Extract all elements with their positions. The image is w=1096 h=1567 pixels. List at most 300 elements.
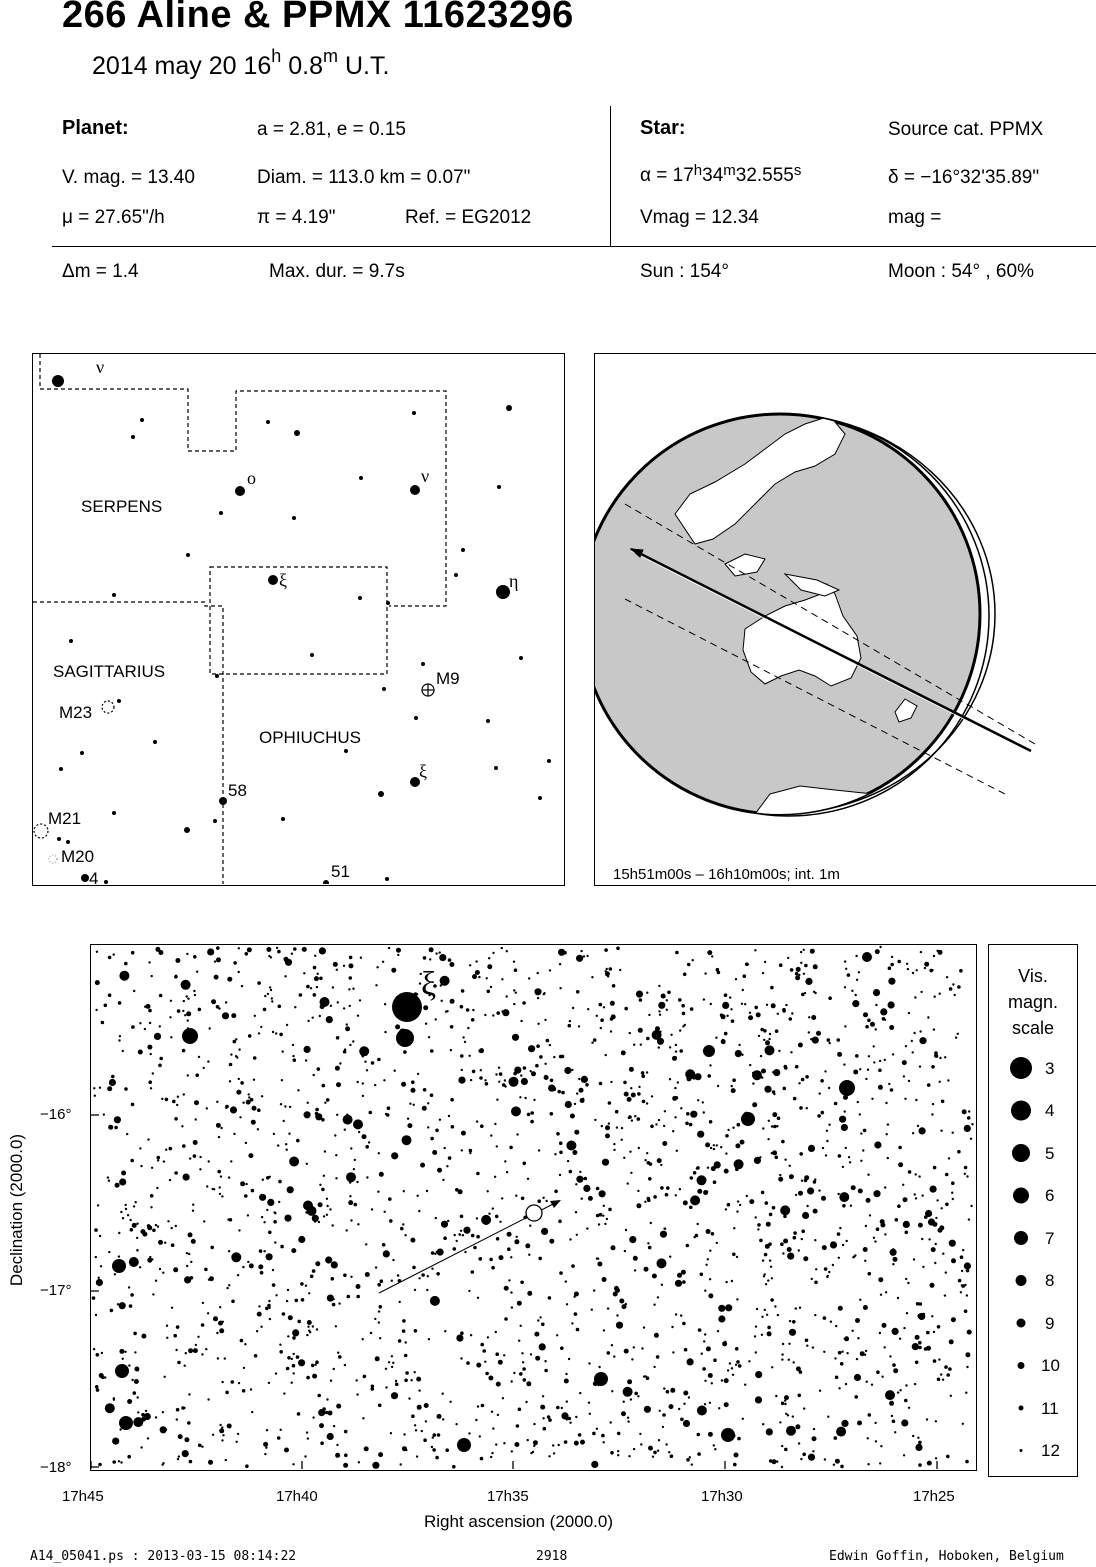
field-star xyxy=(585,1083,589,1087)
finder-star xyxy=(219,797,227,805)
field-star xyxy=(643,1375,645,1377)
field-star xyxy=(233,961,237,965)
field-star xyxy=(427,1126,429,1128)
field-star xyxy=(228,1176,230,1178)
field-star xyxy=(378,1310,380,1312)
finder-star xyxy=(59,767,63,771)
field-star xyxy=(903,1327,905,1329)
field-star xyxy=(426,1289,428,1291)
field-star xyxy=(838,1387,840,1389)
field-star xyxy=(795,1307,797,1309)
field-star xyxy=(464,1251,466,1253)
field-star xyxy=(741,1003,743,1005)
field-star xyxy=(525,1401,527,1403)
field-star xyxy=(284,1105,286,1107)
field-star xyxy=(130,1228,134,1232)
bright-star xyxy=(594,1372,608,1386)
field-star xyxy=(571,1069,573,1071)
field-star xyxy=(944,1365,948,1369)
field-star xyxy=(522,1361,524,1363)
field-star xyxy=(964,1309,968,1313)
field-star xyxy=(962,1109,967,1114)
field-star xyxy=(182,1144,186,1148)
field-star xyxy=(867,1463,869,1465)
field-star xyxy=(917,1437,919,1439)
field-star xyxy=(184,1437,189,1442)
field-star xyxy=(266,1253,273,1260)
field-star xyxy=(662,1141,667,1146)
field-star xyxy=(306,1163,308,1165)
field-star xyxy=(272,1031,274,1033)
field-star xyxy=(544,1360,546,1362)
field-star xyxy=(789,1165,791,1167)
field-star xyxy=(108,1251,110,1253)
field-star xyxy=(344,1453,348,1457)
finder-star xyxy=(266,420,270,424)
field-star xyxy=(711,1166,716,1171)
field-star xyxy=(772,1206,776,1210)
scale-dot xyxy=(1010,1057,1032,1079)
field-star xyxy=(875,1004,877,1006)
field-star xyxy=(345,1026,350,1031)
field-star xyxy=(625,1229,627,1231)
field-star xyxy=(837,1038,841,1042)
field-star xyxy=(187,1421,191,1425)
finder-star xyxy=(294,430,300,436)
field-star xyxy=(707,1167,709,1169)
field-star xyxy=(466,1008,470,1012)
field-star xyxy=(771,1277,773,1279)
field-star xyxy=(735,1143,740,1148)
field-star xyxy=(911,1040,913,1042)
field-star xyxy=(461,1069,463,1071)
field-star xyxy=(286,1149,288,1151)
axis-ticks xyxy=(91,1115,937,1469)
field-star xyxy=(905,1231,909,1235)
field-star xyxy=(138,1050,143,1055)
field-star xyxy=(756,1012,761,1017)
field-star xyxy=(704,1333,706,1335)
field-star xyxy=(306,1376,310,1380)
field-star xyxy=(926,1346,931,1351)
field-star xyxy=(835,1325,837,1327)
finder-star xyxy=(66,840,70,844)
field-star xyxy=(795,1194,797,1196)
field-star xyxy=(227,977,232,982)
field-star xyxy=(710,1147,712,1149)
field-star xyxy=(450,1049,452,1051)
field-star xyxy=(349,956,353,960)
asteroid-track xyxy=(379,1200,561,1293)
field-star xyxy=(286,1300,288,1302)
field-star xyxy=(281,1079,283,1081)
field-star xyxy=(897,1391,899,1393)
field-star xyxy=(679,1029,681,1031)
field-star xyxy=(713,1144,715,1146)
field-star xyxy=(157,1159,159,1161)
field-star xyxy=(736,1360,740,1364)
finder-star xyxy=(310,653,314,657)
field-star xyxy=(610,1017,614,1021)
field-star xyxy=(800,962,802,964)
field-star xyxy=(352,1173,354,1175)
footer-author: Edwin Goffin, Hoboken, Belgium xyxy=(829,1549,1064,1564)
field-star xyxy=(670,1454,674,1458)
field-star xyxy=(927,1461,932,1466)
field-star xyxy=(610,1030,612,1032)
field-star xyxy=(472,1009,474,1011)
field-star xyxy=(692,959,694,961)
field-star xyxy=(557,1090,561,1094)
field-star xyxy=(510,1256,512,1258)
field-star xyxy=(847,973,851,977)
field-star xyxy=(480,1457,484,1461)
field-star xyxy=(94,1228,98,1232)
field-star xyxy=(599,1190,606,1197)
field-star xyxy=(378,1152,380,1154)
field-star xyxy=(318,1202,323,1207)
field-star xyxy=(916,969,918,971)
field-star xyxy=(716,1242,718,1244)
field-star xyxy=(865,1350,867,1352)
field-star xyxy=(93,1348,95,1350)
planet-reference: Ref. = EG2012 xyxy=(405,207,532,228)
field-star xyxy=(827,1416,829,1418)
field-star xyxy=(257,1128,259,1130)
field-star xyxy=(225,1107,227,1109)
field-star xyxy=(537,997,539,999)
field-star xyxy=(348,1200,353,1205)
field-star xyxy=(113,1397,115,1399)
field-star xyxy=(472,974,477,979)
field-star xyxy=(98,1277,100,1279)
field-star xyxy=(436,1251,438,1253)
field-star xyxy=(704,1403,706,1405)
field-star xyxy=(660,1186,664,1190)
field-star xyxy=(583,1185,590,1192)
field-star xyxy=(277,1144,279,1146)
field-star xyxy=(842,1166,844,1168)
field-star xyxy=(279,1344,281,1346)
field-star xyxy=(318,1221,320,1223)
field-star xyxy=(539,1343,546,1350)
field-star xyxy=(242,1389,246,1393)
field-star xyxy=(776,1460,778,1462)
field-star xyxy=(276,947,278,949)
field-star xyxy=(525,1243,530,1248)
field-star xyxy=(305,1059,307,1061)
max-duration: Max. dur. = 9.7s xyxy=(269,261,405,282)
field-star xyxy=(439,951,441,953)
x-tick-17h30: 17h30 xyxy=(701,1488,743,1505)
field-star xyxy=(522,1367,526,1371)
field-star xyxy=(634,1269,636,1271)
field-star xyxy=(515,1195,517,1197)
field-star xyxy=(520,1074,522,1076)
field-star xyxy=(890,963,894,967)
field-star xyxy=(833,1464,835,1466)
star-source-catalog: Source cat. PPMX xyxy=(888,119,1044,140)
field-star xyxy=(247,1261,249,1263)
field-star xyxy=(165,1428,167,1430)
field-star xyxy=(533,1440,538,1445)
field-star xyxy=(303,972,305,974)
field-star xyxy=(814,1281,818,1285)
star-vmag: Vmag = 12.34 xyxy=(640,207,759,228)
field-star xyxy=(705,1264,707,1266)
x-tick-17h40: 17h40 xyxy=(276,1488,318,1505)
field-star xyxy=(661,1284,663,1286)
field-star xyxy=(734,1453,739,1458)
field-star xyxy=(830,1321,832,1323)
field-star xyxy=(641,1347,643,1349)
field-star xyxy=(864,1260,866,1262)
field-star xyxy=(398,1339,402,1343)
finder-star xyxy=(52,375,64,387)
field-star xyxy=(827,1038,831,1042)
field-star xyxy=(293,1058,297,1062)
field-star xyxy=(529,1225,531,1227)
field-star xyxy=(874,1240,876,1242)
field-star xyxy=(863,1012,868,1017)
field-star xyxy=(410,1379,412,1381)
field-star xyxy=(479,1076,483,1080)
field-star xyxy=(878,1085,883,1090)
field-star xyxy=(878,1069,882,1073)
field-star xyxy=(942,1379,944,1381)
field-star xyxy=(173,1267,178,1272)
field-star xyxy=(935,1420,937,1422)
field-star xyxy=(541,1228,548,1235)
field-star xyxy=(194,994,196,996)
field-star xyxy=(491,1452,493,1454)
field-star xyxy=(654,1333,659,1338)
magnitude-scale xyxy=(988,944,1078,1477)
field-star xyxy=(841,1351,843,1353)
field-star xyxy=(166,1337,168,1339)
label-nu1: ν xyxy=(96,357,105,377)
info-rule xyxy=(52,246,1096,247)
field-star xyxy=(937,1378,941,1382)
field-star xyxy=(811,1015,816,1020)
field-star xyxy=(315,1360,319,1364)
field-star xyxy=(129,1257,139,1267)
field-star xyxy=(175,1225,177,1227)
field-star xyxy=(148,961,150,963)
field-star xyxy=(169,1179,171,1181)
field-star xyxy=(514,1067,521,1074)
field-star xyxy=(333,1368,335,1370)
field-star xyxy=(225,1001,227,1003)
finder-star xyxy=(80,751,84,755)
label-m21: M21 xyxy=(48,809,82,828)
field-star xyxy=(789,1174,794,1179)
field-star xyxy=(513,1003,515,1005)
field-star xyxy=(752,1082,754,1084)
field-star xyxy=(523,1066,527,1070)
field-star xyxy=(238,1382,240,1384)
field-star xyxy=(177,1458,179,1460)
field-star xyxy=(779,1421,781,1423)
field-star xyxy=(667,991,671,995)
field-star xyxy=(400,1463,402,1465)
field-star xyxy=(509,1077,519,1087)
field-star xyxy=(568,1024,572,1028)
field-star xyxy=(187,1074,189,1076)
field-star xyxy=(291,1248,296,1253)
field-star xyxy=(169,1147,173,1151)
field-star xyxy=(297,1320,301,1324)
field-star xyxy=(356,1295,360,1299)
field-star xyxy=(808,1031,810,1033)
field-star xyxy=(275,1372,277,1374)
field-star xyxy=(601,1434,605,1438)
field-star xyxy=(176,1104,178,1106)
field-star xyxy=(230,1053,232,1055)
field-star xyxy=(201,1323,205,1327)
field-star xyxy=(397,1274,399,1276)
field-star xyxy=(271,1000,273,1002)
field-star xyxy=(725,1134,729,1138)
field-star xyxy=(966,1175,968,1177)
field-star xyxy=(158,1240,163,1245)
field-star xyxy=(766,1428,773,1435)
field-star xyxy=(528,1254,530,1256)
field-star xyxy=(765,1283,767,1285)
field-star xyxy=(306,1334,308,1336)
field-star xyxy=(222,1321,224,1323)
field-star xyxy=(338,1355,342,1359)
field-star xyxy=(938,1228,943,1233)
field-star xyxy=(690,1195,700,1205)
field-star xyxy=(669,1078,671,1080)
field-star xyxy=(487,1336,489,1338)
field-star xyxy=(127,1399,132,1404)
field-star xyxy=(935,1217,937,1219)
field-star xyxy=(724,993,728,997)
field-star xyxy=(918,1463,922,1467)
field-star xyxy=(368,1141,370,1143)
field-star xyxy=(792,1320,796,1324)
field-star xyxy=(798,1191,803,1196)
field-star xyxy=(717,1085,719,1087)
field-star xyxy=(682,1322,686,1326)
field-star xyxy=(176,1408,180,1412)
finder-star xyxy=(69,639,73,643)
field-star xyxy=(507,1232,512,1237)
field-star xyxy=(501,947,503,949)
label-eta: η xyxy=(509,571,519,591)
field-star xyxy=(571,1322,573,1324)
field-star xyxy=(749,1199,754,1204)
field-star xyxy=(706,1346,711,1351)
field-star xyxy=(100,1265,102,1267)
field-star xyxy=(641,1071,645,1075)
field-star xyxy=(912,1051,914,1053)
field-star xyxy=(363,1375,367,1379)
field-star xyxy=(151,1167,153,1169)
field-star xyxy=(133,1391,137,1395)
field-star xyxy=(460,1054,464,1058)
field-star xyxy=(188,1253,190,1255)
field-star xyxy=(397,954,399,956)
field-star xyxy=(422,1106,427,1111)
field-star xyxy=(599,1082,603,1086)
field-star xyxy=(631,1358,633,1360)
field-star xyxy=(516,1133,518,1135)
field-star xyxy=(364,1446,369,1451)
field-star xyxy=(565,1373,567,1375)
field-star xyxy=(336,1114,338,1116)
field-star xyxy=(680,1107,682,1109)
field-star xyxy=(879,1060,881,1062)
field-star xyxy=(233,1133,235,1135)
finder-star xyxy=(382,687,386,691)
field-star xyxy=(735,1347,739,1351)
field-star xyxy=(801,1078,805,1082)
field-star xyxy=(675,1044,677,1046)
field-star xyxy=(357,1223,359,1225)
field-star xyxy=(589,1413,591,1415)
field-star xyxy=(968,1110,970,1112)
field-star xyxy=(879,1332,881,1334)
scale-svg xyxy=(989,945,1077,1475)
hour-unit: h xyxy=(271,46,282,66)
field-star xyxy=(297,1412,301,1416)
field-star xyxy=(567,1160,569,1162)
field-star xyxy=(479,1435,481,1437)
field-star xyxy=(266,1209,268,1211)
field-star xyxy=(335,1177,337,1179)
field-star xyxy=(560,1346,564,1350)
field-star xyxy=(736,1256,738,1258)
field-star xyxy=(631,1093,636,1098)
field-star xyxy=(442,1179,444,1181)
field-star xyxy=(357,1081,359,1083)
field-star xyxy=(230,1106,237,1113)
field-star xyxy=(145,1410,147,1412)
field-star xyxy=(845,1147,847,1149)
planet-vmag: V. mag. = 13.40 xyxy=(62,167,195,188)
field-star xyxy=(897,960,901,964)
field-star xyxy=(621,1050,626,1055)
field-star xyxy=(307,1102,309,1104)
field-star xyxy=(286,1367,290,1371)
field-star xyxy=(633,1448,635,1450)
ra-minutes: 34 xyxy=(702,165,724,186)
field-star xyxy=(251,1411,253,1413)
finder-star xyxy=(57,837,61,841)
field-star xyxy=(346,1172,356,1182)
field-star xyxy=(377,1191,379,1193)
field-star xyxy=(151,1258,153,1260)
field-star xyxy=(172,1100,176,1104)
field-star xyxy=(257,1108,261,1112)
field-star xyxy=(228,1250,230,1252)
field-star xyxy=(501,978,503,980)
field-star xyxy=(104,1004,108,1008)
field-star xyxy=(675,1313,677,1315)
field-star xyxy=(201,1446,203,1448)
field-star xyxy=(182,1010,184,1012)
field-star xyxy=(804,964,808,968)
star-chart-svg xyxy=(91,945,975,1469)
field-star xyxy=(315,1261,320,1266)
field-star xyxy=(736,1298,738,1300)
field-star xyxy=(933,955,935,957)
field-star xyxy=(653,1195,657,1199)
field-star xyxy=(300,1282,304,1286)
